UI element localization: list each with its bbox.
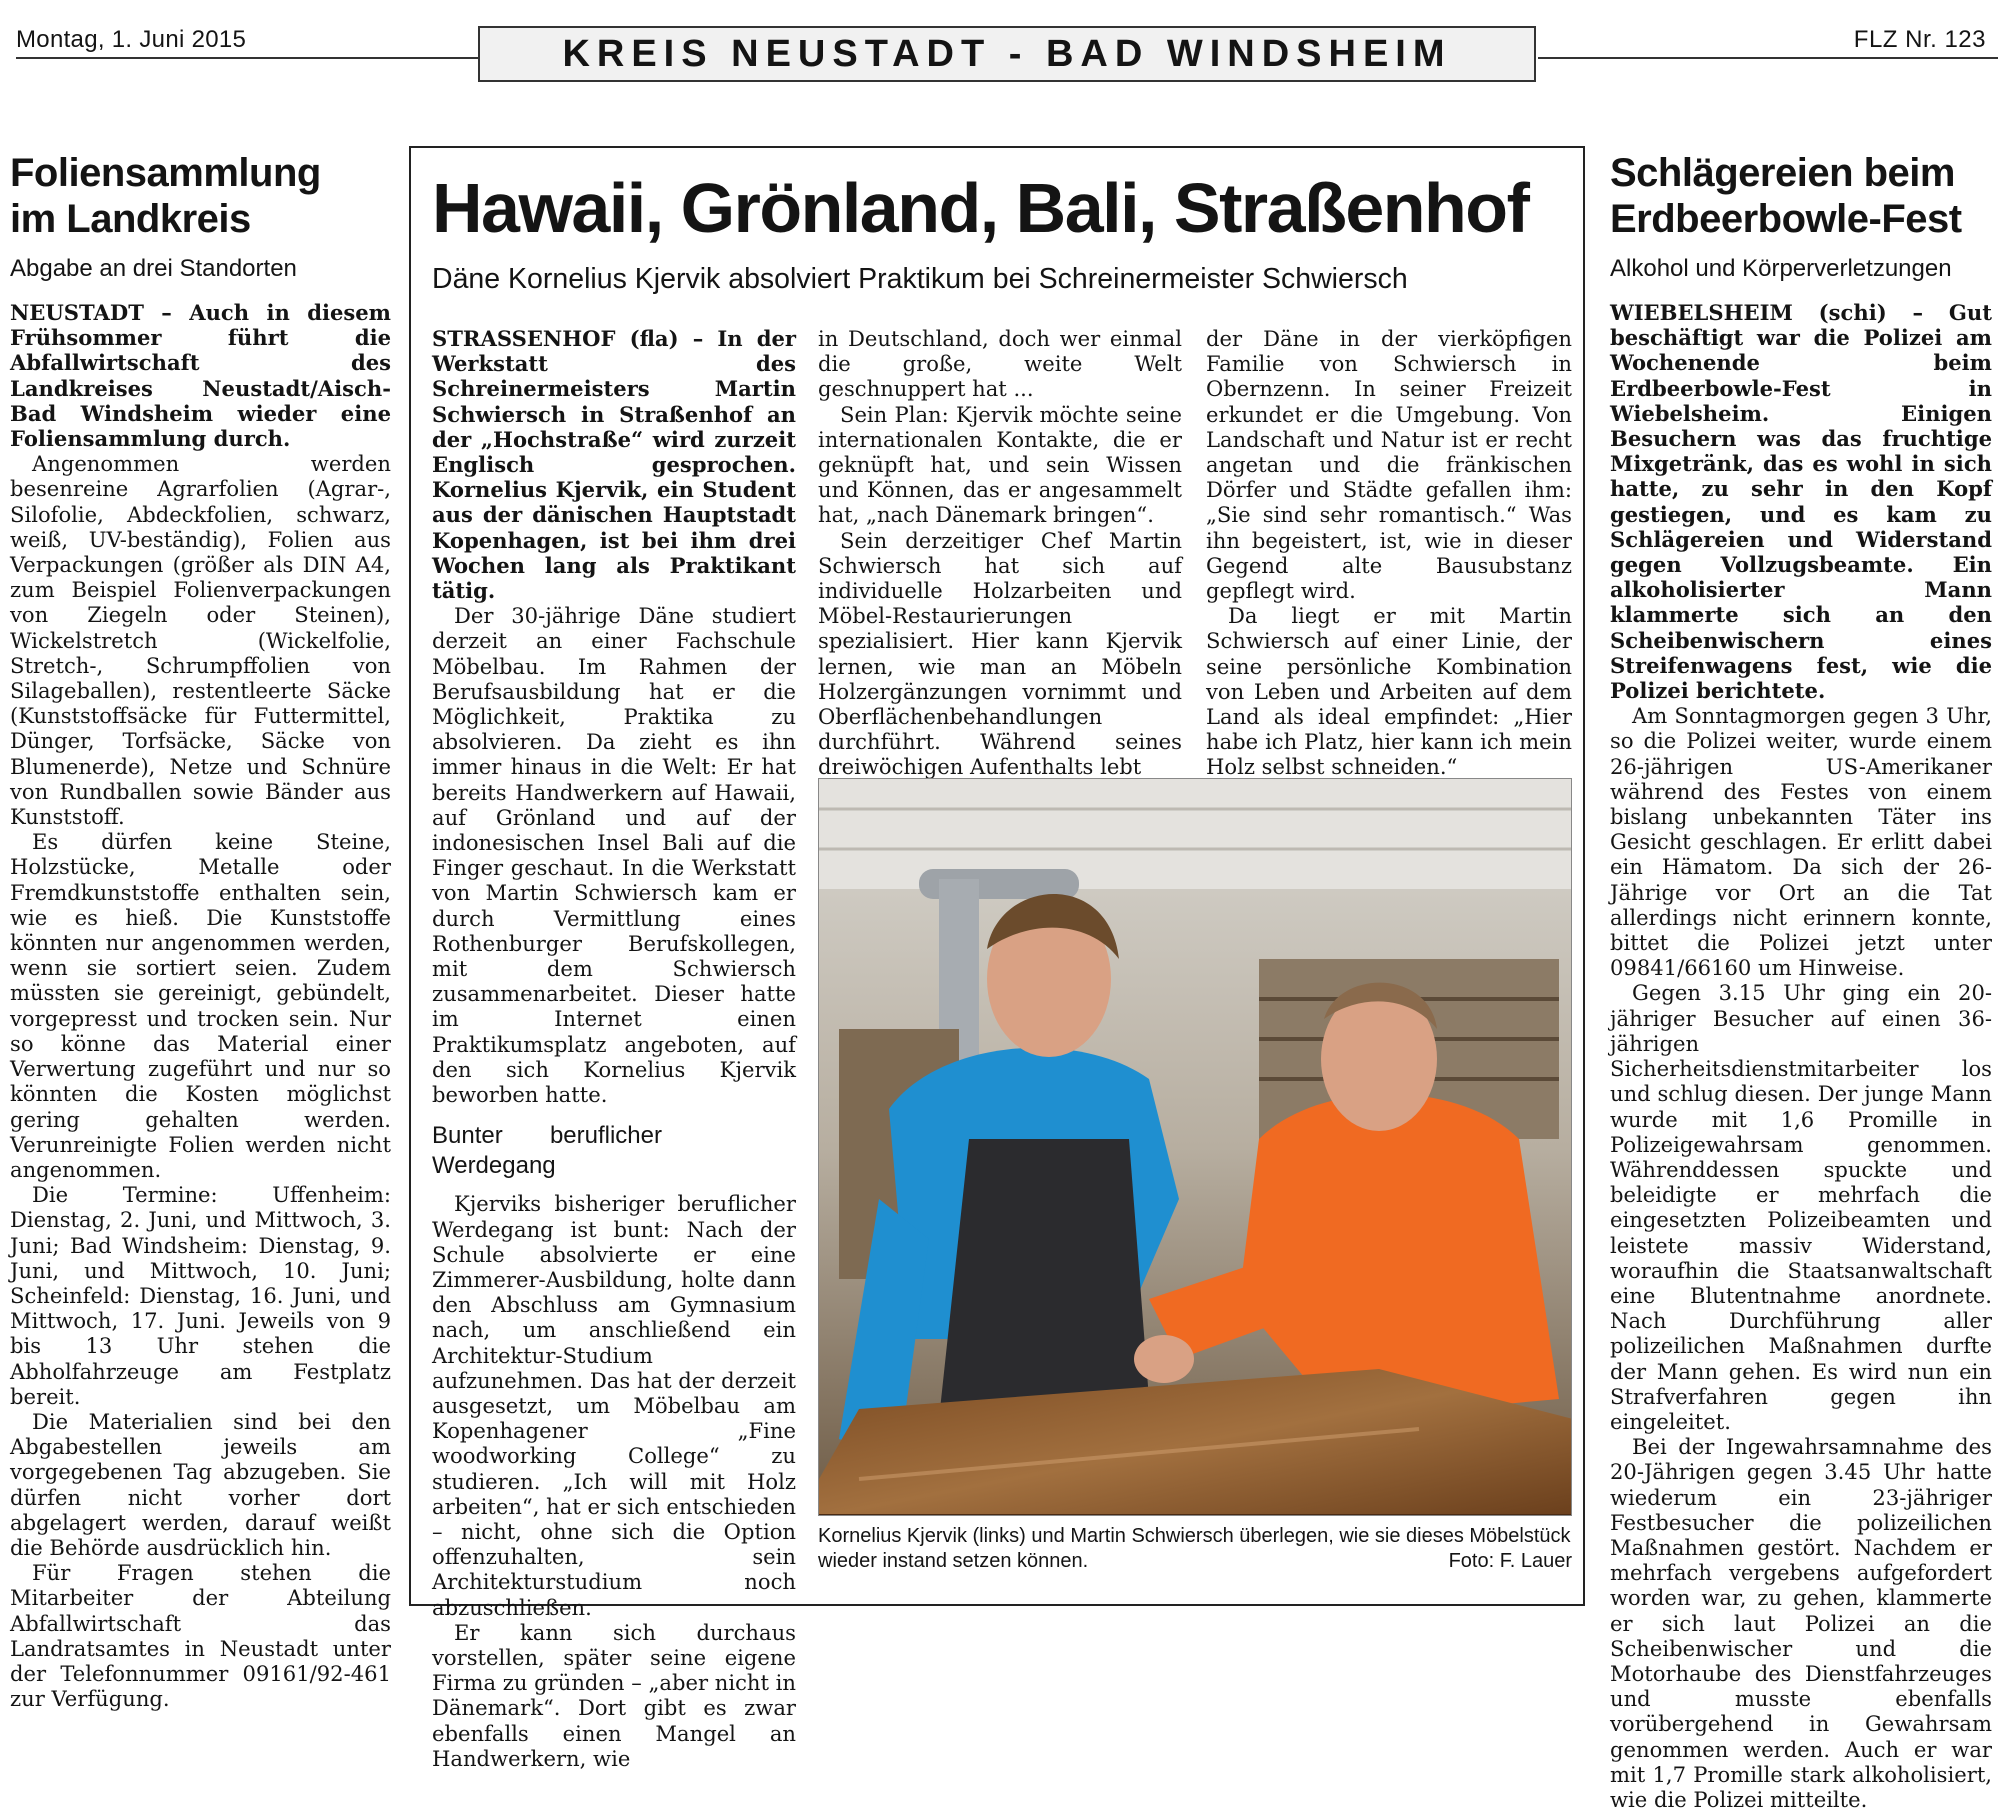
left-paragraph: Für Fragen stehen die Mitarbeiter der Abteilung Abfallwirtschaft das Landratsamtes in Neustadt unter der Telefonnummer 09161/92-461 zur Verfügung. [10, 1560, 391, 1712]
main-column-2 [818, 326, 1182, 780]
right-headline [1610, 150, 1992, 242]
right-paragraph: Gegen 3.15 Uhr ging ein 20-jähriger Besucher auf einen 36-jährigen Sicherheitsdienstmitarbeiter los und schlug diesen. Der junge Mann wurde mit 1,6 Promille in Polizeigewahrsam genommen. Währenddessen spuckte und beleidigte er mehrfach die eingesetzten Polizeibeamten und leistete massiv Widerstand, woraufhin die Staatsanwaltschaft eine Blutentnahme anordnete. Nach Durchführung aller polizeilichen Maßnahmen durfte der Mann gehen. Es wird nun ein Strafverfahren gegen ihn eingeleitet. [1610, 980, 1992, 1434]
article-photo [818, 778, 1572, 1516]
right-headline-line-1: Schlägereien beim [1610, 151, 1955, 195]
left-article [10, 150, 391, 1711]
photo-caption: Kornelius Kjervik (links) und Martin Schwiersch überlegen, wie sie dieses Möbelstück wieder instand setzen können. [818, 1525, 1571, 1572]
left-paragraph: Die Materialien sind bei den Abgabestellen jeweils am vorgegebenen Tag abzugeben. Sie dürfen nicht vorher dort abgelagert werden, darauf weißt die Behörde ausdrücklich hin. [10, 1408, 391, 1560]
workshop-photo-illustration [819, 779, 1572, 1516]
main-paragraph: Sein Plan: Kjervik möchte seine internationalen Kontakte, die er geknüpft hat, und sein Wissen und Können, das er angesammelt hat, „nach Dänemark bringen“. [818, 401, 1182, 528]
left-lead: NEUSTADT – Auch in diesem Frühsommer führt die Abfallwirtschaft des Landkreises Neustadt/Aisch-Bad Windsheim wieder eine Foliensammlung durch. [10, 300, 391, 452]
main-paragraph: Er kann sich durchaus vorstellen, später seine eigene Firma zu gründen – „aber nicht in Dänemark“. Dort gibt es zwar ebenfalls einen Mangel an Handwerkern, wie [432, 1619, 796, 1771]
main-paragraph: der Däne in der vierköpfigen Familie von Schwiersch in Obernzenn. In seiner Freizeit erkundet er die Umgebung. Von Landschaft und Natur ist er recht angetan und die fränkischen Dörfer und Städte gefallen ihm: „Sie sind sehr romantisch.“ Was ihn begeistert, ist, wie in dieser Gegend alte Bausubstanz gepflegt wird. [1206, 326, 1572, 604]
photo-credit: Foto: F. Lauer [1448, 1550, 1572, 1572]
main-paragraph: in Deutschland, doch wer einmal die große, weite Welt geschnuppert hat ... [818, 326, 1182, 402]
main-paragraph: Da liegt er mit Martin Schwiersch auf einer Linie, der seine persönliche Kombination von Leben und Arbeiten auf dem Land als ideal empfindet: „Hier habe ich Platz, hier kann ich mein Holz selbst schneiden.“ [1206, 603, 1572, 780]
photo-caption-block [818, 1524, 1572, 1574]
left-headline-line-2: im Landkreis [10, 197, 251, 241]
main-paragraph: Der 30-jährige Däne studiert derzeit an einer Fachschule Möbelbau. Im Rahmen der Berufsausbildung hat er die Möglichkeit, Praktika zu absolvieren. Da zieht es ihn immer hinaus in die Welt: Er hat bereits Handwerkern auf Hawaii, auf Grönland und auf der indonesischen Insel Bali auf die Finger geschaut. In die Werkstatt von Martin Schwiersch kam er durch Vermittlung eines Rothenburger Berufskollegen, mit dem Schwiersch zusammenarbeitet. Dieser hatte im Internet einen Praktikumsplatz angeboten, auf den sich Kornelius Kjervik beworben hatte. [432, 603, 796, 1108]
right-paragraph: Am Sonntagmorgen gegen 3 Uhr, so die Polizei weiter, wurde einem 26-jährigen US-Amerikaner während des Festes von einem bislang unbekannten Täter ins Gesicht geschlagen. Er erlitt dabei ein Hämatom. Da sich der 26-Jährige vor Ort an die Tat allerdings nicht erinnern konnte, bittet die Polizei jetzt unter 09841/66160 um Hinweise. [1610, 703, 1992, 981]
main-lead: STRASSENHOF (fla) – In der Werkstatt des Schreinermeisters Martin Schwiersch in Straßenhof an der „Hochstraße“ wird zurzeit Englisch gesprochen. Kornelius Kjervik, ein Student aus der dänischen Hauptstadt Kopenhagen, ist bei ihm drei Wochen lang als Praktikant tätig. [432, 326, 796, 604]
main-paragraph: Sein derzeitiger Chef Martin Schwiersch hat sich auf individuelle Holzarbeiten und Möbel-Restaurierungen spezialisiert. Hier kann Kjervik lernen, wie man an Möbeln Holzergänzungen vornimmt und Oberflächenbehandlungen durchführt. Während seines dreiwöchigen Aufenthalts lebt [818, 527, 1182, 780]
main-column-1 [432, 326, 796, 1771]
main-subhead: Bunter beruflicher Werdegang [432, 1122, 662, 1180]
left-headline-line-1: Foliensammlung [10, 151, 321, 195]
left-deck: Abgabe an drei Standorten [10, 255, 297, 282]
main-column-3 [1206, 326, 1572, 780]
right-deck: Alkohol und Körperverletzungen [1610, 255, 1952, 282]
left-paragraph: Angenommen werden besenreine Agrarfolien (Agrar-, Silofolie, Abdeckfolien, schwarz, weiß, UV-beständig), Folien aus Verpackungen (größer als DIN A4, zum Beispiel Folienverpackungen von Ziegeln oder Steinen), Wickelstretch (Wickelfolie, Stretch-, Schrumpffolien von Silageballen), restentleerte Säcke (Kunststoffsäcke für Futtermittel, Dünger, Torfsäcke, Säcke von Blumenerde), Netze und Schnüre von Rundballen sowie Bänder aus Kunststoff. [10, 451, 391, 830]
header-rule-left [16, 57, 478, 59]
right-body [1610, 300, 1992, 1812]
right-paragraph: Bei der Ingewahrsamnahme des 20-Jährigen gegen 3.45 Uhr hatte wiederum ein 23-jähriger Festbesucher die polizeilichen Maßnahmen gestört. Nachdem er mehrfach vergebens aufgefordert worden war, zu gehen, klammerte er sich laut Polizei an die Scheibenwischer und die Motorhaube des Dienstfahrzeuges und musste ebenfalls vorübergehend in Gewahrsam genommen werden. Auch er war mit 1,7 Promille stark alkoholisiert, wie die Polizei mitteilte. [1610, 1434, 1992, 1812]
person-left-apron [939, 1139, 1149, 1419]
section-banner [478, 26, 1536, 82]
right-lead: WIEBELSHEIM (schi) – Gut beschäftigt war die Polizei am Wochenende beim Erdbeerbowle-Fest in Wiebelsheim. Einigen Besuchern was das fruchtige Mixgetränk, das es wohl in sich hatte, zu sehr in den Kopf gestiegen, und es kam zu Schlägereien und Widerstand gegen Vollzugsbeamte. Ein alkoholisierter Mann klammerte sich an den Scheibenwischern eines Streifenwagens fest, wie die Polizei berichtete. [1610, 300, 1992, 704]
header-rule-right [1538, 57, 1998, 59]
issue-date: Montag, 1. Juni 2015 [16, 26, 247, 53]
left-paragraph: Die Termine: Uffenheim: Dienstag, 2. Juni, und Mittwoch, 3. Juni; Bad Windsheim: Dienstag, 9. Juni, und Mittwoch, 10. Juni; Scheinfeld: Dienstag, 16. Juni, und Mittwoch, 17. Juni. Jeweils von 9 bis 13 Uhr stehen die Abholfahrzeuge am Festplatz bereit. [10, 1182, 391, 1409]
paper-issue-number: FLZ Nr. 123 [1853, 26, 1986, 53]
section-title: KREIS NEUSTADT - BAD WINDSHEIM [562, 32, 1452, 75]
left-body [10, 300, 391, 1711]
right-article [1610, 150, 1992, 1812]
main-headline: Hawaii, Grönland, Bali, Straßenhof [432, 169, 1529, 247]
left-headline [10, 150, 391, 242]
left-paragraph: Es dürfen keine Steine, Holzstücke, Metalle oder Fremdkunststoffe enthalten sein, wie es hieß. Die Kunststoffe könnten nur angenommen werden, wenn sie sortiert seien. Zudem müssten sie gereinigt, gebündelt, vorgepresst und trocken sein. Nur so könne das Material einer Verwertung zugeführt und nur so könnten die Kosten möglichst gering gehalten werden. Verunreinigte Folien werden nicht angenommen. [10, 829, 391, 1182]
right-headline-line-2: Erdbeerbowle-Fest [1610, 197, 1962, 241]
main-deck: Däne Kornelius Kjervik absolviert Praktikum bei Schreinermeister Schwiersch [432, 263, 1408, 295]
main-paragraph: Kjerviks bisheriger beruflicher Werdegang ist bunt: Nach der Schule absolvierte er eine Zimmerer-Ausbildung, holte dann den Abschluss am Gymnasium nach, um anschließend ein Architektur-Studium aufzunehmen. Das hat der derzeit ausgesetzt, um Möbelbau am Kopenhagener „Fine woodworking College“ zu studieren. „Ich will mit Holz arbeiten“, hat er sich entschieden – nicht, ohne sich die Option offenzuhalten, sein Architekturstudium noch abzuschließen. [432, 1191, 796, 1620]
